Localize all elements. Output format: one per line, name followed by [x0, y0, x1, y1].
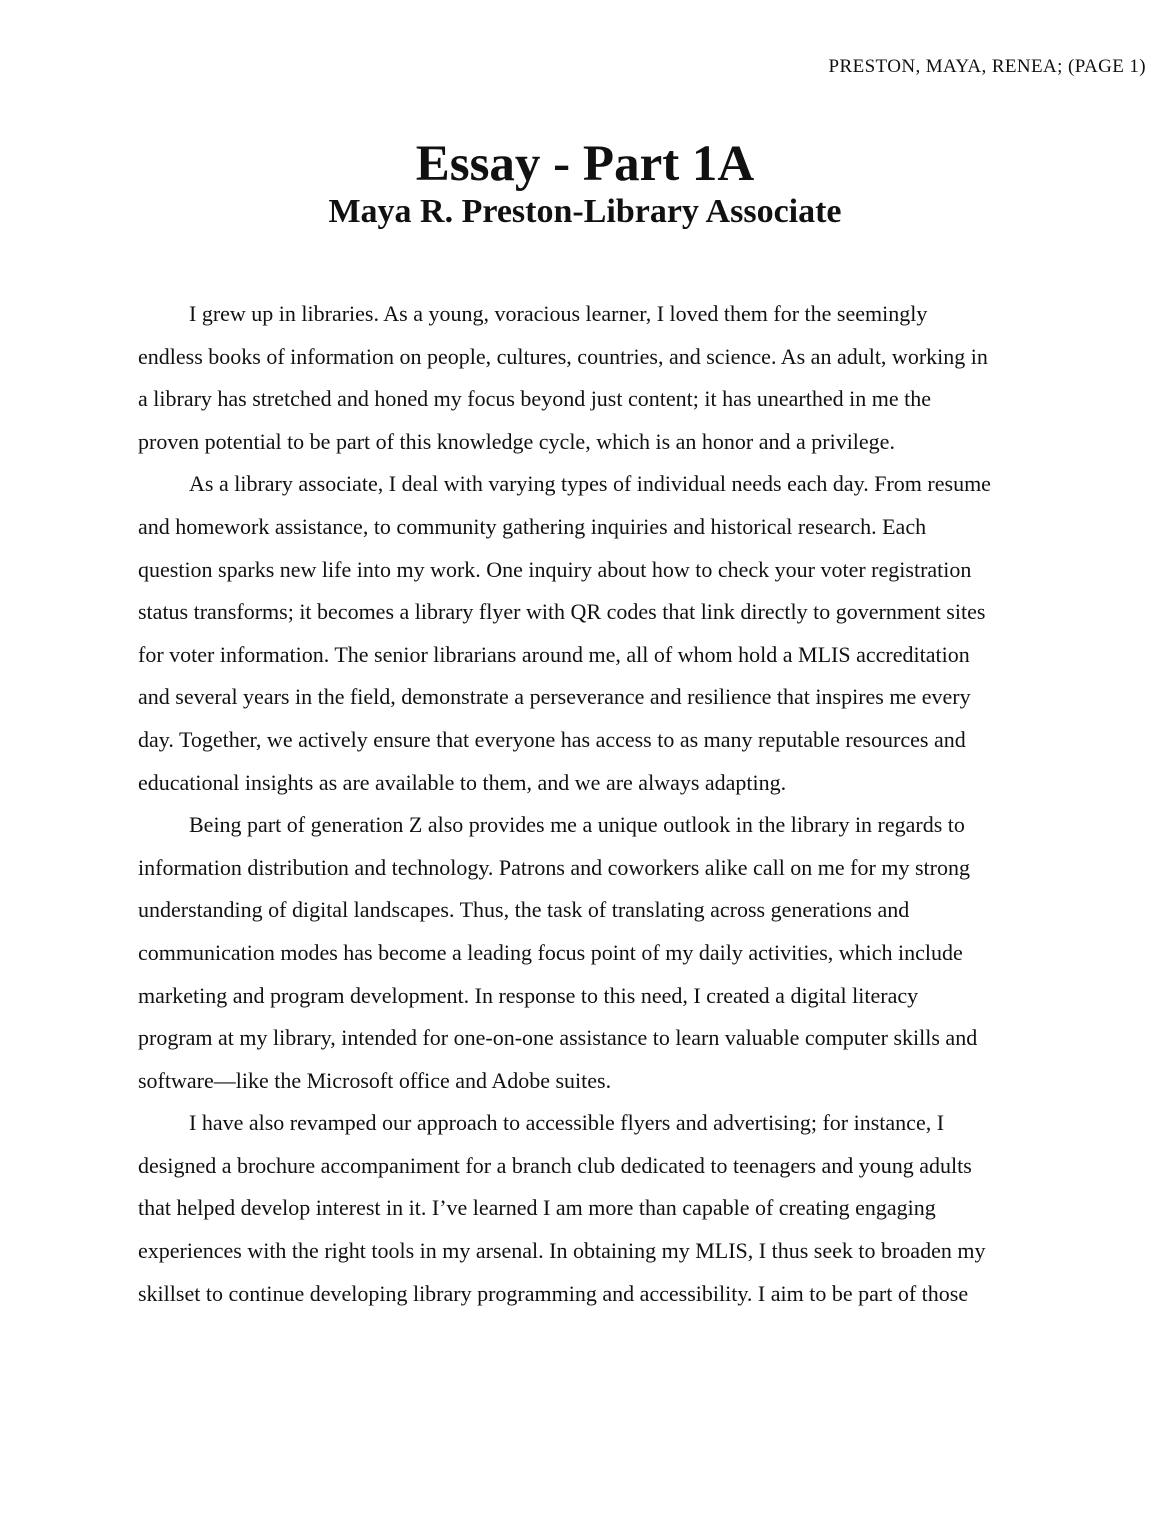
text-line: program at my library, intended for one-on-one assistance to learn valuable computer skills and [138, 1025, 978, 1051]
text-line: communication modes has become a leading focus point of my daily activities, which include [138, 939, 963, 965]
text-line: for voter information. The senior librarians around me, all of whom hold a MLIS accreditation [138, 641, 970, 667]
text-line: and homework assistance, to community gathering inquiries and historical research. Each [138, 513, 927, 539]
text-line: Being part of generation Z also provides me a unique outlook in the library in regards to [189, 812, 965, 838]
text-line: experiences with the right tools in my arsenal. In obtaining my MLIS, I thus seek to broaden my [138, 1238, 986, 1264]
text-line: designed a brochure accompaniment for a branch club dedicated to teenagers and young adults [138, 1152, 972, 1178]
text-line: day. Together, we actively ensure that everyone has access to as many reputable resources and [138, 726, 966, 752]
text-line: and several years in the field, demonstrate a perseverance and resilience that inspires me every [138, 684, 971, 710]
essay-title: Essay - Part 1A [415, 136, 755, 192]
text-line: I grew up in libraries. As a young, voracious learner, I loved them for the seemingly [189, 301, 928, 326]
text-line: software—like the Microsoft office and Adobe suites. [138, 1067, 612, 1093]
text-line: As a library associate, I deal with varying types of individual needs each day. From resume [189, 471, 991, 497]
text-line: I have also revamped our approach to accessible flyers and advertising; for instance, I [189, 1110, 945, 1136]
text-line: proven potential to be part of this knowledge cycle, which is an honor and a privilege. [138, 428, 895, 454]
text-line: a library has stretched and honed my focus beyond just content; it has unearthed in me the [138, 386, 931, 412]
paragraph-2 [138, 463, 1038, 804]
text-line: question sparks new life into my work. One inquiry about how to check your voter registration [138, 556, 972, 582]
essay-subtitle: Maya R. Preston-Library Associate [328, 193, 842, 230]
paragraph-3 [138, 804, 1038, 1102]
text-line: skillset to continue developing library programming and accessibility. I aim to be part of those [138, 1280, 969, 1306]
essay-body [138, 293, 1038, 1315]
text-line: status transforms; it becomes a library flyer with QR codes that link directly to government sites [138, 599, 986, 625]
running-head: PRESTON, MAYA, RENEA; (PAGE 1) [828, 56, 1146, 77]
text-line: that helped develop interest in it. I’ve learned I am more than capable of creating engaging [138, 1195, 936, 1221]
paragraph-4 [138, 1102, 1038, 1315]
text-line: information distribution and technology. Patrons and coworkers alike call on me for my strong [138, 854, 970, 880]
text-line: understanding of digital landscapes. Thus, the task of translating across generations and [138, 897, 910, 923]
text-line: marketing and program development. In response to this need, I created a digital literacy [138, 982, 919, 1008]
text-line: endless books of information on people, cultures, countries, and science. As an adult, working in [138, 343, 988, 369]
paragraph-1 [138, 293, 1038, 463]
text-line: educational insights as are available to them, and we are always adapting. [138, 769, 787, 795]
